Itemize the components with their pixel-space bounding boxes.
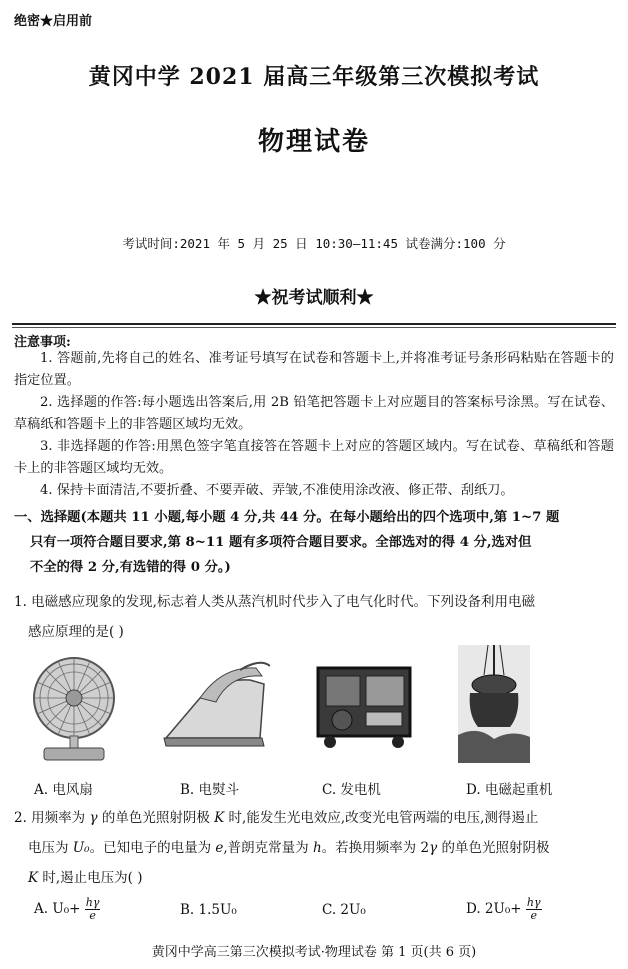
option-2-c: C. 2U₀ bbox=[322, 902, 366, 918]
option-1-a: A. 电风扇 bbox=[34, 782, 93, 798]
option-2-a: A. U₀+ $\frac{h\gamma}{e}$ bbox=[34, 896, 100, 922]
confidential-label: 绝密★启用前 bbox=[14, 14, 93, 29]
generator-icon bbox=[312, 660, 416, 750]
notice-item-2: 2. 选择题的作答:每小题选出答案后,用 2B 铅笔把答题卡上对应题目的答案标号涂黑。写在试卷、草稿纸和答题卡上的非答题区域均无效。 bbox=[14, 395, 614, 432]
question-1-stem bbox=[14, 587, 614, 647]
electric-fan-icon bbox=[28, 648, 120, 766]
question-2-line-3: K 时,遏止电压为( ) bbox=[28, 870, 143, 886]
notice-item-4: 4. 保持卡面清洁,不要折叠、不要弄破、弄皱,不准使用涂改液、修正带、刮纸刀。 bbox=[40, 483, 514, 498]
paper-subject-title: 物理试卷 bbox=[257, 127, 370, 157]
section-1-line-3: 不全的得 2 分,有选错的得 0 分。) bbox=[30, 560, 231, 575]
electromagnetic-crane-icon bbox=[458, 645, 530, 763]
notice-heading: 注意事项: bbox=[14, 335, 71, 350]
exam-title: 黄冈中学 2021 届高三年级第三次模拟考试 bbox=[88, 64, 540, 90]
electric-iron-icon bbox=[160, 658, 270, 750]
fraction-h-gamma-over-e: $\frac{h\gamma}{e}$ bbox=[526, 896, 541, 922]
section-1-instructions bbox=[14, 505, 616, 580]
section-1-line-2: 只有一项符合题目要求,第 8~11 题有多项符合题目要求。全部选对的得 4 分,选对但 bbox=[30, 535, 532, 550]
option-2-d: D. 2U₀+ $\frac{h\gamma}{e}$ bbox=[466, 896, 541, 922]
notice-item-3: 3. 非选择题的作答:用黑色签字笔直接答在答题卡上对应的答题区域内。写在试卷、草稿纸和答题卡上的非答题区域均无效。 bbox=[14, 439, 614, 476]
section-1-line-1: 一、选择题(本题共 11 小题,每小题 4 分,共 44 分。在每小题给出的四个选项中,第 1~7 题 bbox=[14, 510, 560, 525]
question-2-line-2: 电压为 U₀。已知电子的电量为 e,普朗克常量为 h。若换用频率为 2γ 的单色光照射阴极 bbox=[28, 840, 550, 856]
exam-time-info: 考试时间:2021 年 5 月 25 日 10:30—11:45 试卷满分:100 分 bbox=[122, 236, 506, 251]
question-1-line-1: 1. 电磁感应现象的发现,标志着人类从蒸汽机时代步入了电气化时代。下列设备利用电磁 bbox=[14, 594, 535, 610]
divider-line bbox=[12, 323, 616, 325]
option-1-d: D. 电磁起重机 bbox=[466, 782, 553, 798]
question-2-line-1: 2. 用频率为 γ 的单色光照射阴极 K 时,能发生光电效应,改变光电管两端的电压,测得遏止 bbox=[14, 810, 539, 826]
option-1-b: B. 电熨斗 bbox=[180, 782, 240, 798]
page-footer: 黄冈中学高三第三次模拟考试·物理试卷 第 1 页(共 6 页) bbox=[151, 945, 477, 960]
question-2-stem bbox=[14, 803, 614, 893]
option-1-c: C. 发电机 bbox=[322, 782, 381, 798]
notice-item-1: 1. 答题前,先将自己的姓名、准考证号填写在试卷和答题卡上,并将准考证号条形码粘贴在答题卡的指定位置。 bbox=[14, 351, 614, 388]
fraction-h-gamma-over-e: $\frac{h\gamma}{e}$ bbox=[85, 896, 100, 922]
question-1-line-2: 感应原理的是( ) bbox=[28, 624, 124, 640]
divider-line-thin bbox=[12, 327, 616, 328]
option-2-b: B. 1.5U₀ bbox=[180, 902, 237, 918]
good-luck-banner: ★祝考试顺利★ bbox=[254, 288, 374, 308]
